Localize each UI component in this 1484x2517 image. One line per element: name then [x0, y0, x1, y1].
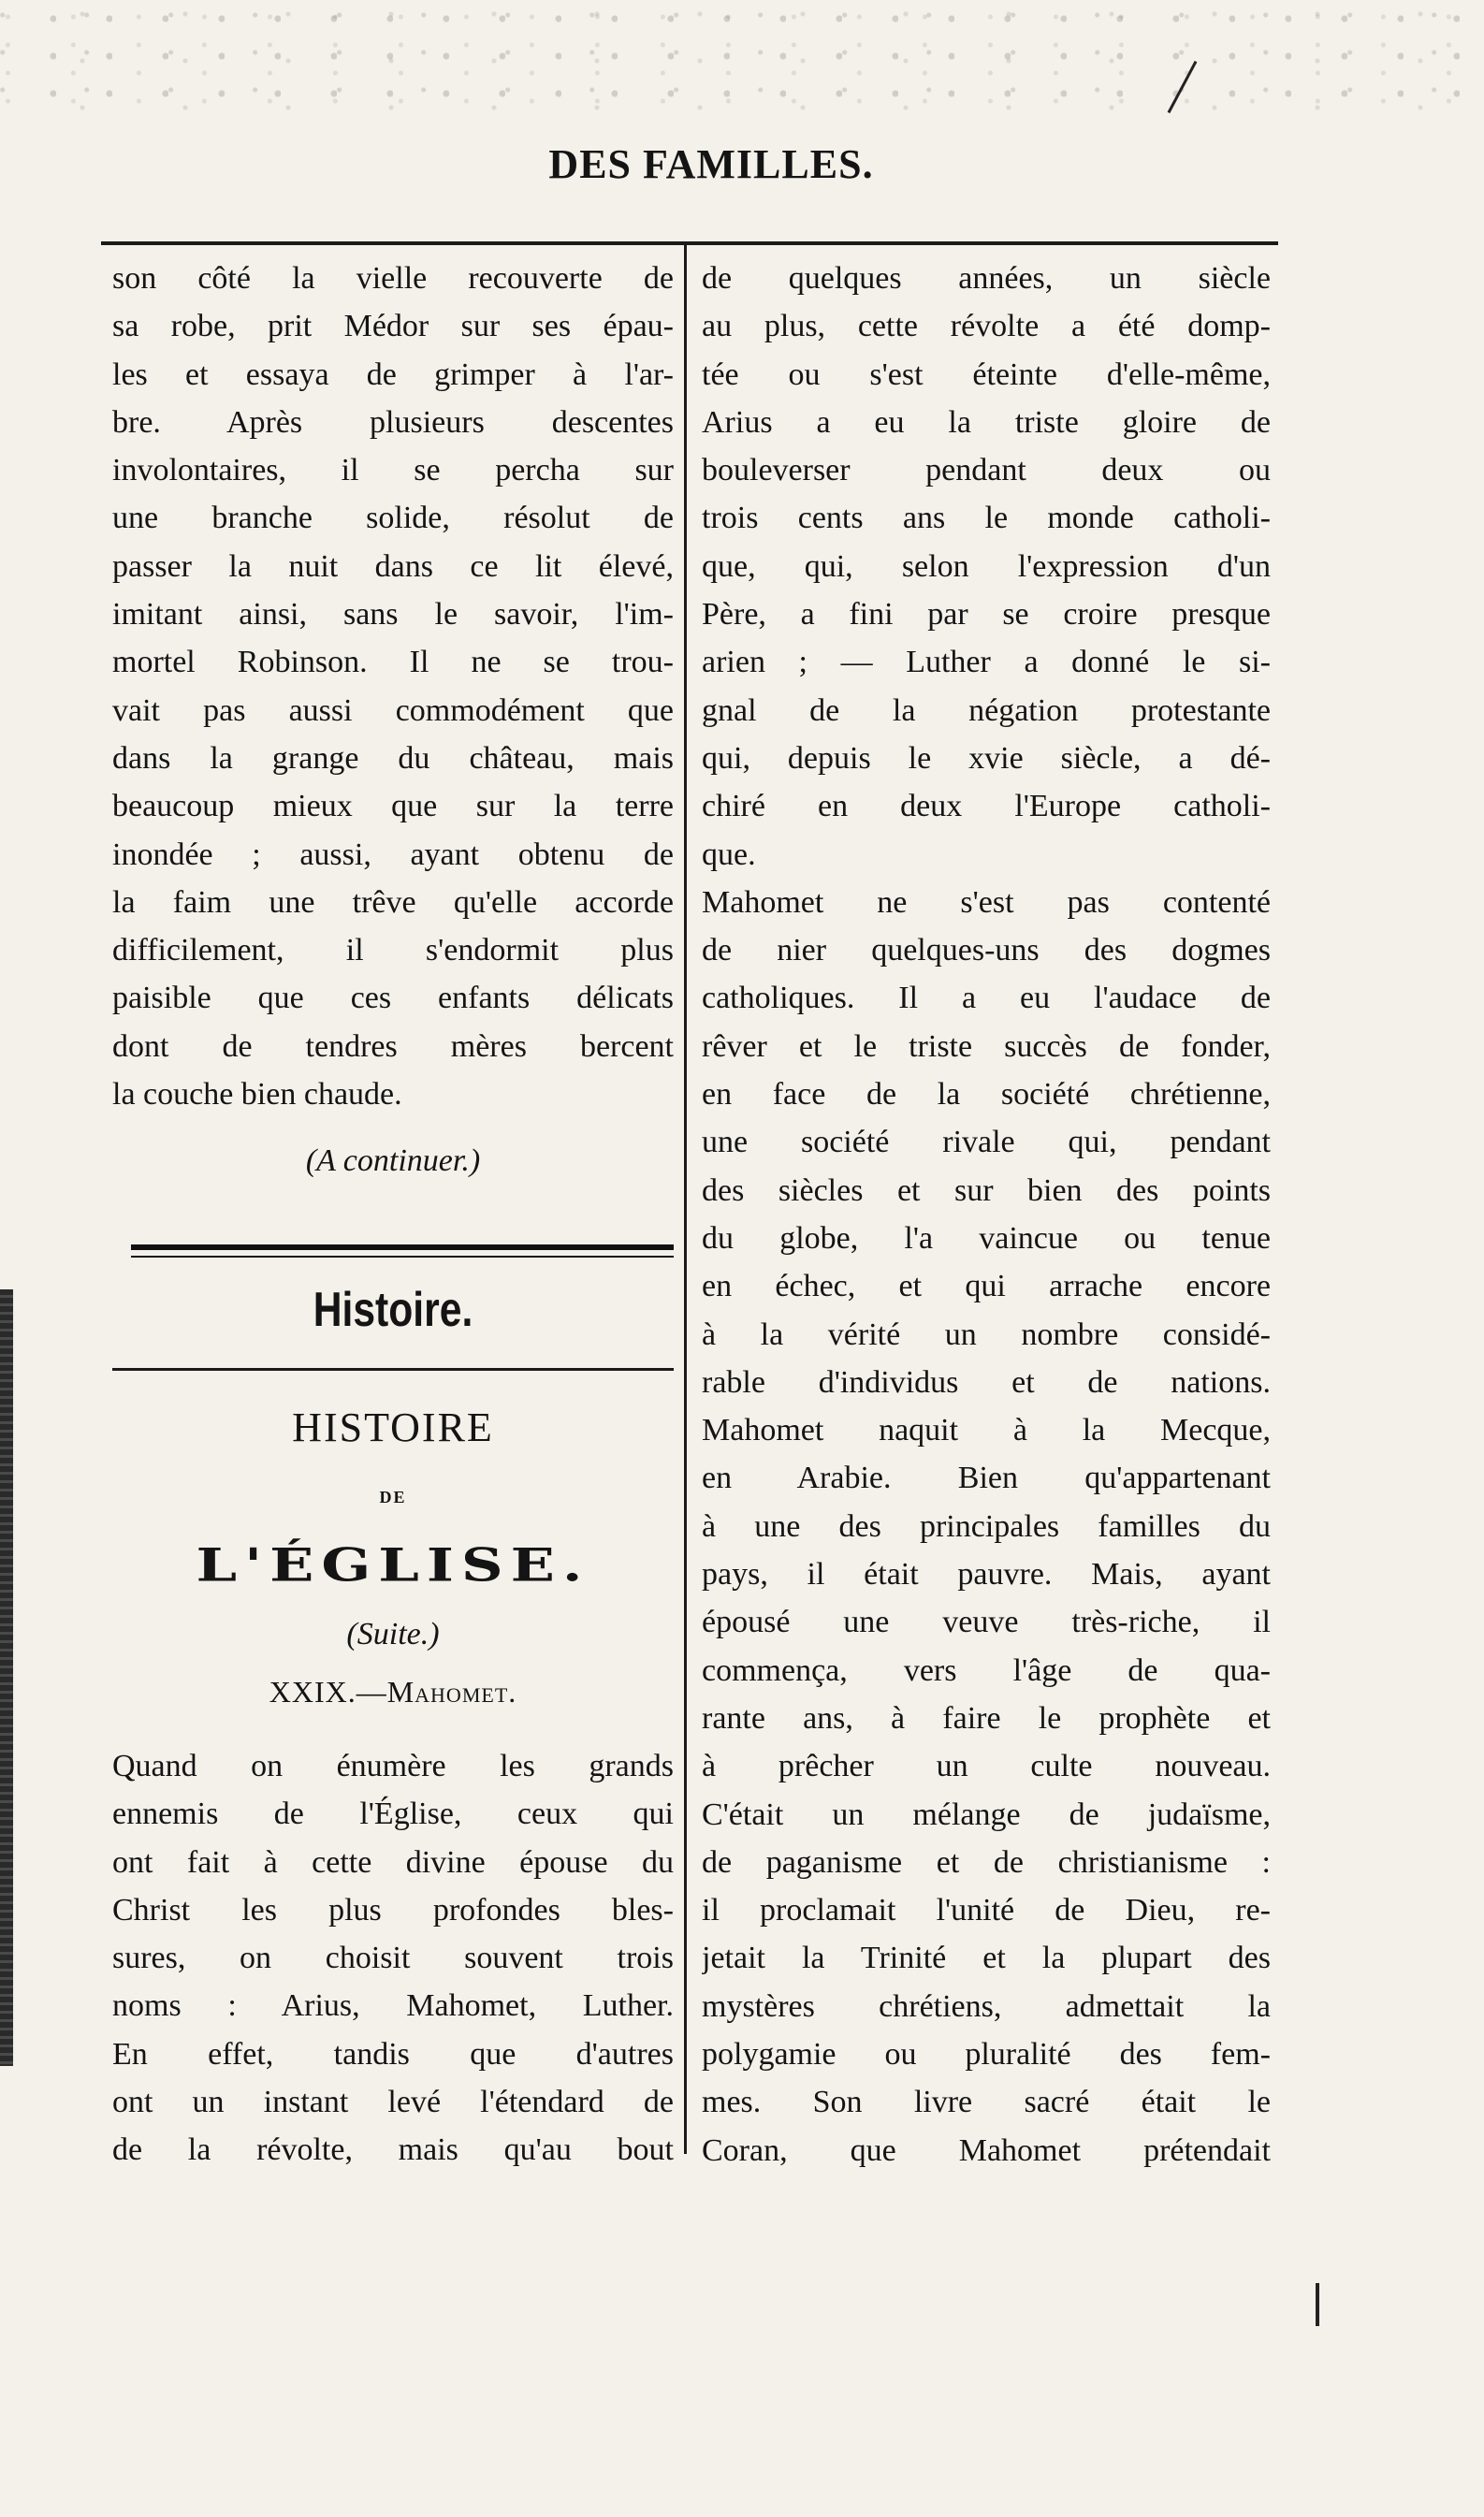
text-line: la couche bien chaude. — [112, 1077, 402, 1113]
text-line: sures, on choisit souvent trois — [112, 1941, 674, 1976]
header-rule — [101, 241, 1278, 245]
text-line: de quelques années, un siècle — [702, 261, 1271, 296]
text-line: difficilement, il s'endormit plus — [112, 933, 674, 968]
section-title: Histoire. — [313, 1283, 473, 1337]
text-line: mystères chrétiens, admettait la — [702, 1988, 1271, 2024]
text-line: que, qui, selon l'expression d'un — [702, 548, 1271, 584]
text-line: la faim une trêve qu'elle accorde — [112, 884, 674, 920]
section-rule — [112, 1368, 674, 1371]
text-line: des siècles et sur bien des points — [702, 1172, 1271, 1208]
text-line: de nier quelques-uns des dogmes — [702, 933, 1271, 968]
text-line: pays, il était pauvre. Mais, ayant — [702, 1557, 1271, 1593]
text-line: Christ les plus profondes bles- — [112, 1892, 674, 1928]
text-line: Quand on énumère les grands — [112, 1749, 674, 1783]
text-line: paisible que ces enfants délicats — [112, 981, 674, 1016]
text-line: Coran, que Mahomet prétendait — [702, 2132, 1271, 2168]
running-head: DES FAMILLES. — [548, 141, 874, 187]
text-line: polygamie ou pluralité des fem- — [702, 2036, 1271, 2072]
text-line: ont un instant levé l'étendard de — [112, 2085, 674, 2120]
text-line: dans la grange du château, mais — [112, 740, 674, 776]
text-line: dont de tendres mères bercent — [112, 1028, 674, 1064]
scan-mark — [1316, 2283, 1319, 2326]
text-line: rante ans, à faire le prophète et — [702, 1700, 1271, 1736]
binding-edge — [0, 1289, 13, 2066]
text-line: de la révolte, mais qu'au bout — [112, 2132, 674, 2168]
text-line: commença, vers l'âge de qua- — [702, 1652, 1271, 1688]
text-line: rêver et le triste succès de fonder, — [702, 1028, 1271, 1064]
text-line: ont fait à cette divine épouse du — [112, 1844, 674, 1880]
text-line: rable d'individus et de nations. — [702, 1364, 1271, 1400]
text-line: à la vérité un nombre considé- — [702, 1317, 1271, 1352]
section-separator-thick — [131, 1244, 674, 1250]
text-line: Mahomet ne s'est pas contenté — [702, 884, 1271, 920]
scan-noise — [0, 0, 1484, 112]
article-de: DE — [379, 1488, 407, 1506]
article-title: HISTOIRE — [292, 1404, 494, 1450]
text-line: que. — [702, 837, 756, 872]
text-line: beaucoup mieux que sur la terre — [112, 789, 674, 824]
text-line: au plus, cette révolte a été domp- — [702, 309, 1271, 344]
text-line: bouleverser pendant deux ou — [702, 453, 1271, 488]
article-suite: (Suite.) — [346, 1617, 440, 1651]
chapter-heading: XXIX.—Mahomet. — [269, 1675, 517, 1709]
text-line: noms : Arius, Mahomet, Luther. — [112, 1988, 674, 2024]
text-line: mes. Son livre sacré était le — [702, 2085, 1271, 2120]
text-line: Mahomet naquit à la Mecque, — [702, 1413, 1271, 1448]
column-divider — [684, 245, 687, 2154]
text-line: épousé une veuve très-riche, il — [702, 1605, 1271, 1640]
left-column-top — [112, 255, 674, 1118]
text-line: les et essaya de grimper à l'ar- — [112, 356, 674, 392]
to-be-continued: (A continuer.) — [305, 1143, 481, 1178]
text-line: arien ; — Luther a donné le si- — [702, 645, 1271, 680]
text-line: à prêcher un culte nouveau. — [702, 1749, 1271, 1784]
text-line: en échec, et qui arrache encore — [702, 1269, 1271, 1304]
text-line: en face de la société chrétienne, — [702, 1077, 1271, 1113]
right-column — [702, 255, 1271, 2175]
text-line: En effet, tandis que d'autres — [112, 2036, 674, 2072]
text-line: en Arabie. Bien qu'appartenant — [702, 1461, 1271, 1496]
text-line: tée ou s'est éteinte d'elle-même, — [702, 356, 1271, 392]
text-line: ennemis de l'Église, ceux qui — [112, 1797, 674, 1832]
text-line: une société rivale qui, pendant — [702, 1125, 1271, 1160]
text-line: à une des principales familles du — [702, 1508, 1271, 1544]
text-line: trois cents ans le monde catholi- — [702, 501, 1271, 536]
article-main-title: L'ÉGLISE. — [196, 1538, 590, 1592]
text-line: sa robe, prit Médor sur ses épau- — [112, 309, 674, 344]
text-line: chiré en deux l'Europe catholi- — [702, 789, 1271, 824]
section-separator-thin — [131, 1256, 674, 1258]
text-line: Père, a fini par se croire presque — [702, 597, 1271, 633]
text-line: Arius a eu la triste gloire de — [702, 404, 1271, 440]
text-line: qui, depuis le xvie siècle, a dé- — [702, 740, 1271, 776]
text-line: imitant ainsi, sans le savoir, l'im- — [112, 597, 674, 633]
text-line: catholiques. Il a eu l'audace de — [702, 981, 1271, 1016]
text-line: mortel Robinson. Il ne se trou- — [112, 645, 674, 680]
text-line: il proclamait l'unité de Dieu, re- — [702, 1893, 1271, 1928]
text-line: gnal de la négation protestante — [702, 692, 1271, 728]
text-line: son côté la vielle recouverte de — [112, 261, 674, 296]
text-line: passer la nuit dans ce lit élevé, — [112, 548, 674, 584]
text-line: jetait la Trinité et la plupart des — [702, 1941, 1271, 1976]
text-line: involontaires, il se percha sur — [112, 453, 674, 488]
text-line: du globe, l'a vaincue ou tenue — [702, 1220, 1271, 1256]
text-line: de paganisme et de christianisme : — [702, 1844, 1271, 1880]
text-line: vait pas aussi commodément que — [112, 692, 674, 728]
text-line: C'était un mélange de judaïsme, — [702, 1797, 1271, 1832]
left-column-bottom — [112, 1742, 674, 2175]
text-line: inondée ; aussi, ayant obtenu de — [112, 837, 674, 872]
text-line: une branche solide, résolut de — [112, 501, 674, 536]
text-line: bre. Après plusieurs descentes — [112, 404, 674, 440]
